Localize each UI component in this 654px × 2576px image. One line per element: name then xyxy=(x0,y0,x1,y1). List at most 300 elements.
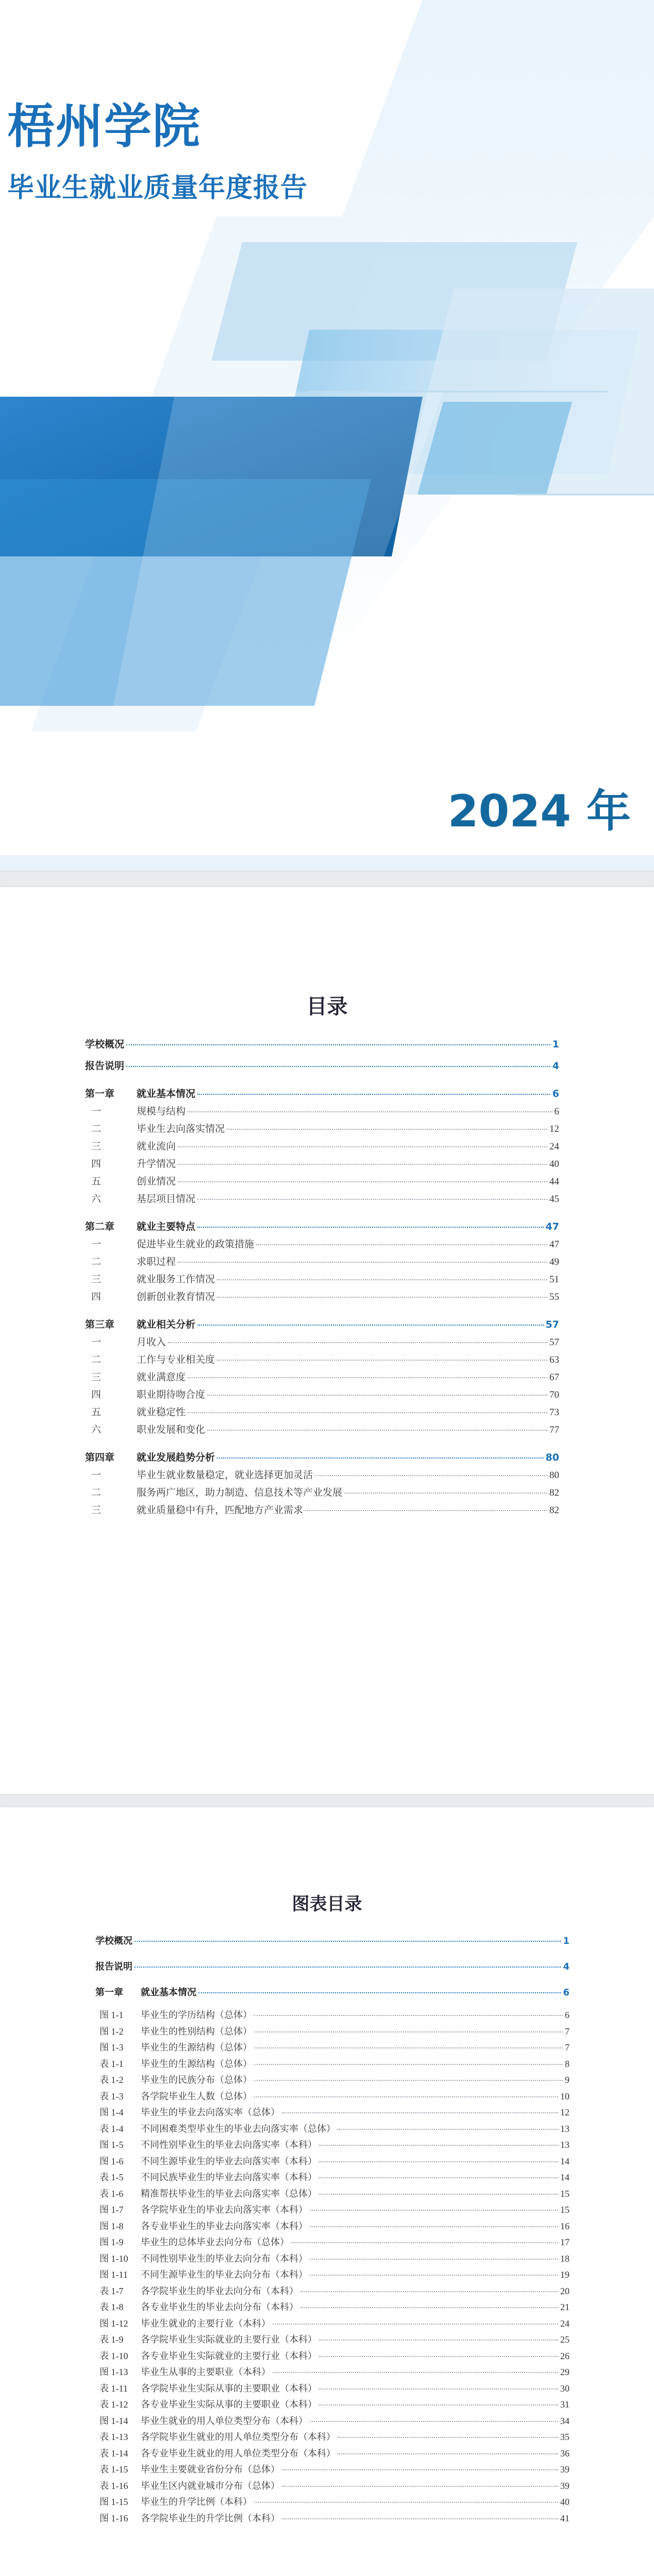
figure-toc-entry[interactable] xyxy=(95,2040,569,2057)
figure-toc-entry[interactable] xyxy=(95,2381,569,2398)
entry-number: 图 1-12 xyxy=(99,2318,128,2329)
toc-entry[interactable] xyxy=(85,1334,559,1352)
entry-number: 第一章 xyxy=(85,1088,115,1099)
toc-entry[interactable] xyxy=(85,1450,559,1467)
entry-title: 创新创业教育情况 xyxy=(137,1292,215,1302)
figure-toc-entry[interactable] xyxy=(95,2349,569,2365)
toc-entry[interactable] xyxy=(85,1317,559,1334)
dot-leader xyxy=(310,2210,558,2211)
entry-title: 学校概况 xyxy=(85,1039,125,1050)
entry-title: 毕业生的毕业去向落实率（总体） xyxy=(141,2107,280,2117)
entry-number: 图 1-14 xyxy=(99,2415,128,2426)
figure-toc-entry[interactable] xyxy=(95,2154,569,2171)
entry-number: 一 xyxy=(91,1470,102,1481)
entry-number: 三 xyxy=(91,1274,102,1285)
entry-number: 四 xyxy=(91,1389,102,1400)
figure-toc-entry[interactable] xyxy=(95,2057,569,2073)
dot-leader xyxy=(197,1094,550,1095)
entry-title: 求职过程 xyxy=(137,1257,176,1267)
entry-title: 毕业生从事的主要职业（本科） xyxy=(141,2367,271,2377)
entry-page-number: 12 xyxy=(549,1124,559,1134)
toc-entry[interactable] xyxy=(85,1156,559,1174)
dot-leader xyxy=(338,2129,558,2130)
entry-number: 一 xyxy=(91,1106,102,1117)
entry-title: 促进毕业生就业的政策措施 xyxy=(137,1239,255,1250)
dot-leader xyxy=(217,1360,547,1361)
entry-page-number: 45 xyxy=(549,1194,559,1205)
entry-title: 就业相关分析 xyxy=(137,1319,196,1330)
dot-leader xyxy=(254,2096,558,2097)
entry-number: 表 1-2 xyxy=(99,2075,124,2085)
figure-toc-entry[interactable] xyxy=(95,2122,569,2138)
figure-toc-entry[interactable] xyxy=(95,2235,569,2251)
dot-leader xyxy=(126,1066,550,1067)
entry-title: 精准帮扶毕业生的毕业去向落实率（总体） xyxy=(141,2188,317,2199)
dot-leader xyxy=(315,1475,547,1476)
dot-leader xyxy=(178,1262,547,1263)
entry-page-number: 16 xyxy=(560,2221,569,2231)
figure-toc-entry[interactable] xyxy=(95,2251,569,2268)
dot-leader xyxy=(254,2502,558,2503)
entry-title: 升学情况 xyxy=(137,1159,176,1170)
entry-page-number: 51 xyxy=(549,1274,559,1285)
entry-title: 就业发展趋势分析 xyxy=(137,1452,215,1463)
figure-toc-entry[interactable] xyxy=(95,2267,569,2284)
entry-page-number: 30 xyxy=(560,2383,569,2394)
entry-page-number: 82 xyxy=(549,1505,559,1516)
toc-entry[interactable] xyxy=(85,1086,559,1104)
figure-toc-entry[interactable] xyxy=(95,2300,569,2316)
entry-page-number: 39 xyxy=(560,2464,569,2475)
entry-title: 毕业生的升学比例（本科） xyxy=(141,2497,252,2507)
toc-entry[interactable] xyxy=(85,1272,559,1289)
entry-title: 创业情况 xyxy=(137,1176,176,1187)
dot-leader xyxy=(319,2340,558,2341)
entry-number: 六 xyxy=(91,1425,102,1435)
figure-toc-entry[interactable] xyxy=(95,2073,569,2089)
entry-page-number: 40 xyxy=(549,1159,559,1170)
entry-page-number: 34 xyxy=(560,2415,569,2426)
dot-leader xyxy=(273,2372,558,2373)
toc-entry[interactable] xyxy=(85,1485,559,1502)
entry-title: 各专业毕业生实际从事的主要职业（本科） xyxy=(141,2399,317,2410)
entry-page-number: 17 xyxy=(560,2237,569,2247)
entry-number: 表 1-14 xyxy=(99,2448,128,2459)
entry-page-number: 12 xyxy=(560,2107,569,2117)
toc-entry[interactable] xyxy=(85,1467,559,1485)
entry-title: 各专业毕业生实际就业的主要行业（本科） xyxy=(141,2350,317,2361)
toc-entry[interactable] xyxy=(85,1369,559,1387)
entry-page-number: 70 xyxy=(549,1389,559,1400)
entry-number: 表 1-10 xyxy=(99,2350,128,2361)
entry-number: 第三章 xyxy=(85,1319,115,1330)
entry-title: 工作与专业相关度 xyxy=(137,1354,215,1365)
figure-toc-entry[interactable] xyxy=(95,2089,569,2106)
entry-number: 第二章 xyxy=(85,1221,115,1232)
entry-title: 规模与结构 xyxy=(137,1106,186,1117)
entry-title: 就业稳定性 xyxy=(137,1407,186,1418)
dot-leader xyxy=(319,2388,558,2389)
entry-number: 表 1-7 xyxy=(99,2285,124,2296)
entry-page-number: 36 xyxy=(560,2448,569,2459)
figure-toc-entry[interactable] xyxy=(95,2105,569,2122)
toc-entry[interactable] xyxy=(85,1174,559,1191)
dot-leader xyxy=(207,1430,547,1431)
entry-page-number: 8 xyxy=(565,2058,569,2069)
toc-page xyxy=(0,887,654,1794)
toc-heading xyxy=(0,990,654,1020)
entry-title: 各学院毕业生实际从事的主要职业（本科） xyxy=(141,2383,317,2394)
toc-entry[interactable] xyxy=(85,1058,559,1076)
entry-number: 二 xyxy=(91,1354,102,1365)
figure-toc-entry[interactable] xyxy=(95,2008,569,2024)
dot-leader xyxy=(254,2015,563,2016)
entry-number: 第一章 xyxy=(95,1987,123,1998)
dot-leader xyxy=(282,2486,558,2487)
entry-title: 不同困难类型毕业生的毕业去向落实率（总体） xyxy=(141,2123,336,2134)
entry-title: 报告说明 xyxy=(85,1060,125,1072)
dot-leader xyxy=(178,1181,547,1182)
entry-title: 学校概况 xyxy=(95,1936,132,1946)
entry-page-number: 44 xyxy=(549,1176,559,1187)
entry-title: 各专业毕业生就业的用人单位类型分布（本科） xyxy=(141,2448,336,2459)
entry-title: 各学院毕业生就业的用人单位类型分布（本科） xyxy=(141,2432,336,2442)
dot-leader xyxy=(197,1227,544,1228)
entry-page-number: 80 xyxy=(545,1452,559,1463)
entry-number: 图 1-2 xyxy=(99,2026,124,2037)
entry-title: 毕业生去向落实情况 xyxy=(137,1124,225,1134)
entry-number: 图 1-6 xyxy=(99,2156,124,2166)
entry-title: 不同民族毕业生的毕业去向落实率（本科） xyxy=(141,2172,317,2182)
dot-leader xyxy=(344,1493,547,1494)
entry-title: 毕业生就业的主要行业（本科） xyxy=(141,2318,271,2329)
entry-title: 各学院毕业生人数（总体） xyxy=(141,2091,252,2102)
entry-number: 图 1-16 xyxy=(99,2513,128,2523)
entry-number: 三 xyxy=(91,1141,102,1152)
entry-page-number: 20 xyxy=(560,2285,569,2296)
figure-toc-entry[interactable] xyxy=(95,2414,569,2430)
entry-number: 图 1-13 xyxy=(99,2367,128,2377)
dot-leader xyxy=(178,1146,547,1147)
entry-number: 表 1-4 xyxy=(99,2123,124,2134)
entry-number: 图 1-8 xyxy=(99,2221,124,2231)
entry-number: 图 1-3 xyxy=(99,2042,124,2053)
entry-title: 基层项目情况 xyxy=(137,1194,196,1205)
entry-page-number: 57 xyxy=(545,1319,559,1330)
dot-leader xyxy=(197,1199,547,1200)
cover-page xyxy=(0,0,654,871)
figure-toc-list xyxy=(95,1934,569,2527)
entry-number: 图 1-4 xyxy=(99,2107,124,2117)
entry-page-number: 47 xyxy=(549,1239,559,1250)
dot-leader xyxy=(273,2324,558,2325)
entry-page-number: 80 xyxy=(549,1470,559,1481)
entry-page-number: 82 xyxy=(549,1487,559,1498)
figure-toc-entry[interactable] xyxy=(95,2219,569,2235)
entry-page-number: 29 xyxy=(560,2367,569,2377)
entry-page-number: 14 xyxy=(560,2172,569,2182)
entry-number: 六 xyxy=(91,1194,102,1205)
entry-page-number: 4 xyxy=(552,1060,559,1072)
toc-entry[interactable] xyxy=(85,1191,559,1209)
entry-title: 毕业生的民族分布（总体） xyxy=(141,2075,252,2085)
entry-title: 毕业生的生源结构（总体） xyxy=(141,2042,252,2053)
entry-page-number: 31 xyxy=(560,2399,569,2410)
entry-page-number: 1 xyxy=(563,1936,569,1946)
entry-title: 就业流向 xyxy=(137,1141,176,1152)
entry-page-number: 77 xyxy=(549,1425,559,1435)
dot-leader xyxy=(217,1458,544,1459)
school-name: 梧州学院 xyxy=(7,99,202,154)
entry-title: 不同生源毕业生的毕业去向落实率（本科） xyxy=(141,2156,317,2166)
figure-toc-entry[interactable] xyxy=(95,2024,569,2041)
entry-page-number: 7 xyxy=(565,2026,569,2037)
dot-leader xyxy=(300,2291,558,2292)
entry-number: 第四章 xyxy=(85,1452,115,1463)
dot-leader xyxy=(319,2356,558,2357)
dot-leader xyxy=(188,1412,547,1413)
entry-page-number: 21 xyxy=(560,2302,569,2312)
entry-title: 就业质量稳中有升，匹配地方产业需求 xyxy=(137,1505,304,1516)
figure-toc-entry[interactable] xyxy=(95,2365,569,2381)
entry-page-number: 10 xyxy=(560,2091,569,2102)
toc-heading-text: 目录 xyxy=(303,990,352,1020)
entry-title: 毕业生主要就业省份分布（总体） xyxy=(141,2464,280,2475)
dot-leader xyxy=(338,2453,558,2454)
toc-entry[interactable] xyxy=(85,1139,559,1156)
entry-page-number: 13 xyxy=(560,2123,569,2134)
figure-toc-entry[interactable] xyxy=(95,2397,569,2414)
dot-leader xyxy=(207,1395,547,1396)
entry-title: 不同生源毕业生的毕业去向分布（本科） xyxy=(141,2269,308,2280)
entry-title: 就业基本情况 xyxy=(137,1088,196,1099)
entry-page-number: 18 xyxy=(560,2253,569,2264)
dot-leader xyxy=(188,1111,552,1112)
entry-title: 各专业毕业生的毕业去向落实率（本科） xyxy=(141,2221,308,2231)
entry-page-number: 39 xyxy=(560,2480,569,2491)
figure-toc-entry[interactable] xyxy=(95,2495,569,2511)
entry-number: 图 1-9 xyxy=(99,2237,124,2247)
dot-leader xyxy=(197,1325,544,1326)
entry-title: 就业基本情况 xyxy=(141,1987,196,1998)
entry-page-number: 24 xyxy=(549,1141,559,1152)
toc-entry[interactable] xyxy=(85,1254,559,1272)
toc-entry[interactable] xyxy=(85,1352,559,1369)
dot-leader xyxy=(319,2194,558,2195)
entry-number: 图 1-7 xyxy=(99,2205,124,2215)
figure-toc-entry[interactable] xyxy=(95,1959,569,1985)
entry-page-number: 57 xyxy=(549,1337,559,1348)
entry-number: 表 1-6 xyxy=(99,2188,124,2199)
figure-toc-heading-text: 图表目录 xyxy=(288,1890,366,1915)
entry-page-number: 6 xyxy=(554,1106,559,1117)
entry-page-number: 6 xyxy=(552,1088,559,1099)
figure-toc-entry[interactable] xyxy=(95,2479,569,2495)
figure-toc-entry[interactable] xyxy=(95,2187,569,2203)
entry-number: 图 1-5 xyxy=(99,2140,124,2150)
toc-entry[interactable] xyxy=(85,1502,559,1520)
entry-number: 表 1-1 xyxy=(99,2058,124,2069)
entry-number: 表 1-16 xyxy=(99,2480,128,2491)
entry-number: 表 1-8 xyxy=(99,2302,124,2312)
figure-toc-entry[interactable] xyxy=(95,2430,569,2446)
entry-page-number: 55 xyxy=(549,1292,559,1302)
dot-leader xyxy=(305,1510,547,1511)
dot-leader xyxy=(217,1279,547,1280)
entry-number: 三 xyxy=(91,1372,102,1383)
dot-leader xyxy=(319,2177,558,2178)
entry-title: 毕业生的学历结构（总体） xyxy=(141,2010,252,2020)
entry-title: 各学院毕业生的升学比例（本科） xyxy=(141,2513,280,2523)
dot-leader xyxy=(310,2275,558,2276)
entry-title: 不同性别毕业生的毕业去向落实率（本科） xyxy=(141,2140,317,2150)
entry-page-number: 13 xyxy=(560,2140,569,2150)
dot-leader xyxy=(254,2080,563,2081)
entry-number: 二 xyxy=(91,1257,102,1267)
toc-entry[interactable] xyxy=(85,1289,559,1307)
entry-page-number: 73 xyxy=(549,1407,559,1418)
entry-number: 表 1-9 xyxy=(99,2334,124,2345)
entry-page-number: 63 xyxy=(549,1354,559,1365)
entry-page-number: 15 xyxy=(560,2188,569,2199)
entry-number: 图 1-10 xyxy=(99,2253,128,2264)
entry-number: 一 xyxy=(91,1239,102,1250)
toc-entry[interactable] xyxy=(85,1422,559,1439)
entry-page-number: 4 xyxy=(563,1961,569,1972)
entry-number: 表 1-11 xyxy=(99,2383,128,2394)
toc-entry[interactable] xyxy=(85,1219,559,1236)
figure-toc-entry[interactable] xyxy=(95,2446,569,2463)
entry-page-number: 7 xyxy=(565,2042,569,2053)
dot-leader xyxy=(188,1377,547,1378)
dot-leader xyxy=(300,2307,558,2308)
entry-number: 表 1-12 xyxy=(99,2399,128,2410)
entry-title: 各学院毕业生的毕业去向落实率（本科） xyxy=(141,2205,308,2215)
entry-page-number: 24 xyxy=(560,2318,569,2329)
entry-number: 二 xyxy=(91,1487,102,1498)
entry-page-number: 67 xyxy=(549,1372,559,1383)
figure-toc-entry[interactable] xyxy=(95,2316,569,2333)
figure-toc-entry[interactable] xyxy=(95,2202,569,2219)
entry-title: 就业主要特点 xyxy=(137,1221,196,1232)
dot-leader xyxy=(198,1992,561,1993)
figure-toc-entry[interactable] xyxy=(95,2170,569,2187)
dot-leader xyxy=(135,1967,561,1968)
entry-number: 一 xyxy=(91,1337,102,1348)
report-year: 2024 年 xyxy=(447,786,631,837)
toc-entry[interactable] xyxy=(85,1121,559,1139)
entry-title: 毕业生的生源结构（总体） xyxy=(141,2058,252,2069)
entry-number: 表 1-3 xyxy=(99,2091,124,2102)
entry-page-number: 9 xyxy=(565,2075,569,2085)
entry-number: 表 1-13 xyxy=(99,2432,128,2442)
dot-leader xyxy=(254,2047,563,2048)
dot-leader xyxy=(310,2259,558,2260)
dot-leader xyxy=(282,2518,558,2519)
entry-title: 就业满意度 xyxy=(137,1372,186,1383)
entry-title: 毕业生就业的用人单位类型分布（本科） xyxy=(141,2415,308,2426)
dot-leader xyxy=(126,1044,550,1045)
entry-title: 不同性别毕业生的毕业去向分布（本科） xyxy=(141,2253,308,2264)
entry-title: 毕业生区内就业城市分布（总体） xyxy=(141,2480,280,2491)
dot-leader xyxy=(310,2226,558,2227)
dot-leader xyxy=(168,1342,547,1343)
entry-number: 二 xyxy=(91,1124,102,1134)
entry-page-number: 6 xyxy=(563,1987,569,1998)
dot-leader xyxy=(319,2161,558,2162)
figure-toc-entry[interactable] xyxy=(95,1985,569,2008)
entry-number: 三 xyxy=(91,1505,102,1516)
toc-entry[interactable] xyxy=(85,1104,559,1121)
figure-toc-entry[interactable] xyxy=(95,1934,569,1959)
entry-number: 四 xyxy=(91,1292,102,1302)
entry-page-number: 49 xyxy=(549,1257,559,1267)
entry-title: 毕业生的性别结构（总体） xyxy=(141,2026,252,2037)
figure-toc-entry[interactable] xyxy=(95,2284,569,2300)
toc-entry[interactable] xyxy=(85,1236,559,1254)
figure-toc-entry[interactable] xyxy=(95,2332,569,2349)
dot-leader xyxy=(135,1941,561,1942)
entry-number: 表 1-15 xyxy=(99,2464,128,2475)
dot-leader xyxy=(254,2031,563,2032)
dot-leader xyxy=(338,2437,558,2438)
entry-number: 表 1-5 xyxy=(99,2172,124,2182)
dot-leader xyxy=(319,2404,558,2405)
entry-title: 各学院毕业生的毕业去向分布（本科） xyxy=(141,2285,298,2296)
entry-number: 图 1-15 xyxy=(99,2497,128,2507)
entry-title: 毕业生就业数量稳定，就业选择更加灵活 xyxy=(137,1470,313,1481)
dot-leader xyxy=(282,2469,558,2470)
dot-leader xyxy=(256,1244,547,1245)
entry-title: 就业服务工作情况 xyxy=(137,1274,215,1285)
entry-title: 各专业毕业生的毕业去向分布（本科） xyxy=(141,2302,298,2312)
entry-title: 职业期待吻合度 xyxy=(137,1389,206,1400)
entry-page-number: 6 xyxy=(565,2010,569,2020)
dot-leader xyxy=(254,2064,563,2065)
dot-leader xyxy=(310,2421,558,2422)
entry-page-number: 19 xyxy=(560,2269,569,2280)
figure-toc-page xyxy=(0,1807,654,2576)
figure-toc-entry[interactable] xyxy=(95,2462,569,2479)
dot-leader xyxy=(282,2112,558,2113)
entry-page-number: 26 xyxy=(560,2350,569,2361)
entry-number: 四 xyxy=(91,1159,102,1170)
toc-entry[interactable] xyxy=(85,1387,559,1404)
toc-list xyxy=(85,1037,559,1520)
dot-leader xyxy=(217,1297,547,1298)
figure-toc-entry[interactable] xyxy=(95,2138,569,2154)
entry-page-number: 41 xyxy=(560,2513,569,2523)
report-title: 毕业生就业质量年度报告 xyxy=(7,173,308,204)
entry-page-number: 40 xyxy=(560,2497,569,2507)
dot-leader xyxy=(291,2242,558,2243)
entry-number: 图 1-1 xyxy=(99,2010,124,2020)
entry-number: 五 xyxy=(91,1407,102,1418)
entry-number: 五 xyxy=(91,1176,102,1187)
entry-page-number: 14 xyxy=(560,2156,569,2166)
entry-page-number: 15 xyxy=(560,2205,569,2215)
figure-toc-heading xyxy=(0,1890,654,1915)
entry-title: 报告说明 xyxy=(95,1961,132,1972)
figure-toc-entry[interactable] xyxy=(95,2511,569,2528)
entry-title: 月收入 xyxy=(137,1337,166,1348)
entry-title: 职业发展和变化 xyxy=(137,1425,206,1435)
entry-page-number: 25 xyxy=(560,2334,569,2345)
dot-leader xyxy=(319,2145,558,2146)
entry-page-number: 1 xyxy=(552,1039,559,1050)
toc-entry[interactable] xyxy=(85,1404,559,1422)
toc-entry[interactable] xyxy=(85,1037,559,1054)
